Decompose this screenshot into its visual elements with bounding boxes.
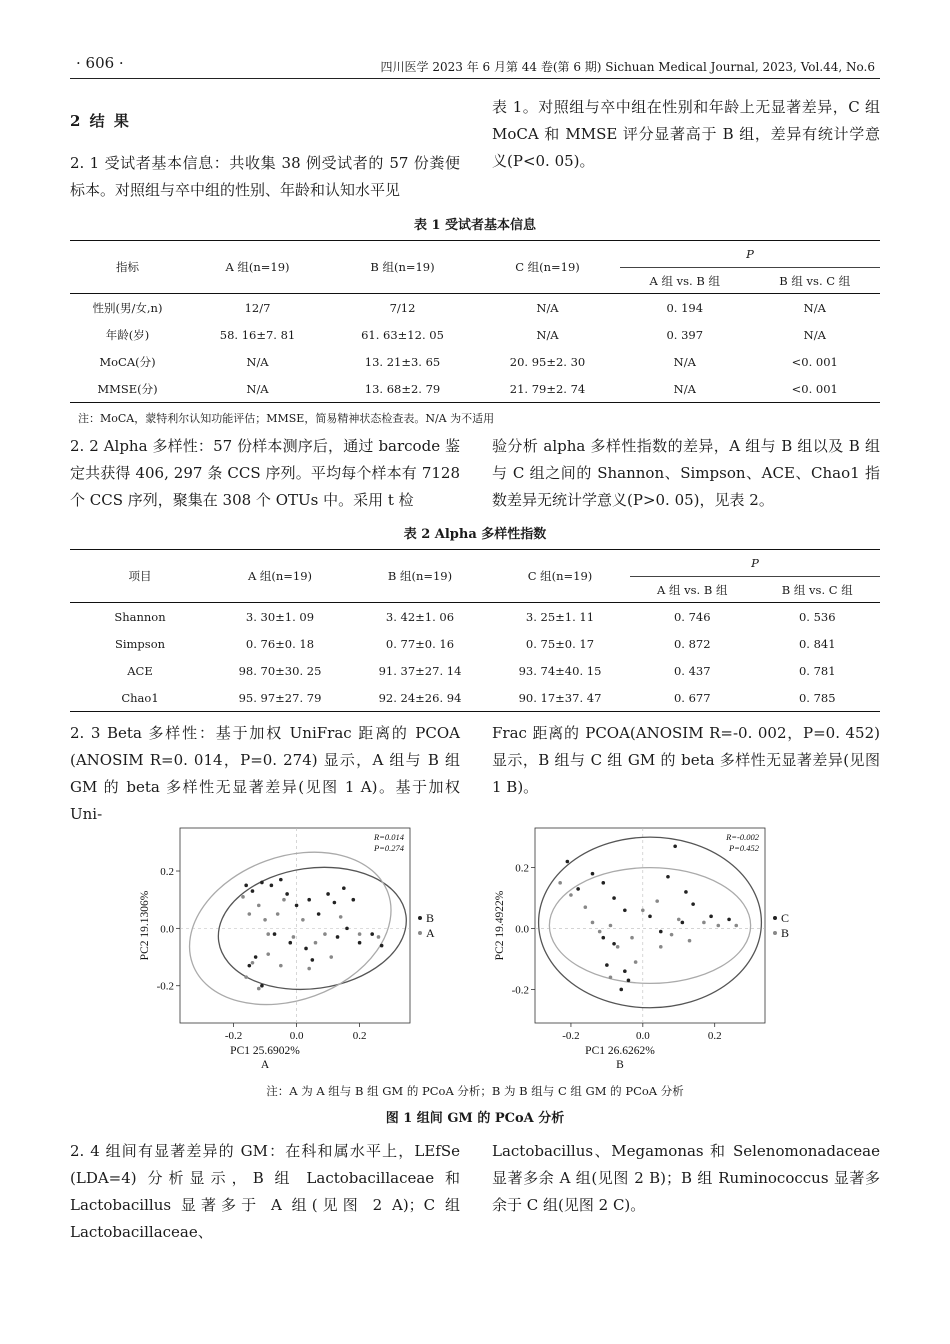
table-cell: 7/12: [389, 300, 416, 315]
data-point-B: [702, 921, 706, 925]
data-point-C: [601, 881, 605, 885]
table2-caption: 表 2 Alpha 多样性指数: [403, 527, 547, 542]
table-cell: Shannon: [114, 609, 166, 624]
data-point-C: [619, 988, 623, 992]
table-row: [70, 657, 880, 684]
data-point-C: [659, 930, 663, 934]
data-point-B: [616, 945, 620, 949]
data-point-B: [351, 898, 355, 902]
data-point-A: [257, 987, 261, 991]
data-point-B: [311, 958, 315, 962]
data-point-B: [260, 881, 264, 885]
table-cell: N/A: [673, 354, 696, 369]
table2-header-item: 项目: [70, 550, 210, 603]
table-row: [70, 321, 880, 348]
data-point-B: [609, 975, 613, 979]
table-row: [70, 603, 880, 631]
paragraph-2-3-continued: Frac 距离的 PCOA(ANOSIM R=-0. 002，P=0. 452) 显示，B 组与 C 组 GM 的 beta 多样性无显著差异(见图 1 B)。: [492, 724, 880, 796]
data-point-A: [266, 932, 270, 936]
header-rule: [70, 78, 880, 79]
plot-frame: [535, 828, 765, 1023]
table-cell: 12/7: [244, 300, 271, 315]
plot-frame: [180, 828, 410, 1023]
x-tick-label: 0.2: [707, 1030, 722, 1042]
data-point-B: [370, 932, 374, 936]
data-point-B: [380, 944, 384, 948]
table-cell: Chao1: [70, 684, 210, 712]
data-point-B: [248, 964, 252, 968]
data-point-B: [273, 932, 277, 936]
table-cell: 91. 37±27. 14: [378, 663, 462, 678]
data-point-C: [727, 918, 731, 922]
x-tick-label: 0.2: [352, 1030, 367, 1042]
table1: [70, 240, 880, 403]
data-point-C: [691, 902, 695, 906]
table2-header-b-vs-c: B 组 vs. C 组: [755, 577, 880, 603]
data-point-A: [329, 955, 333, 959]
y-axis-label: PC2 19.1306%: [139, 890, 151, 961]
y-tick-label: -0.2: [156, 980, 174, 993]
legend-label-B: B: [426, 911, 435, 925]
data-point-C: [601, 936, 605, 940]
legend-marker-B: [773, 931, 777, 935]
table-cell: 0. 677: [630, 684, 755, 712]
data-point-A: [339, 915, 343, 919]
data-point-B: [558, 881, 562, 885]
data-point-C: [623, 969, 627, 973]
data-point-C: [576, 887, 580, 891]
data-point-A: [323, 932, 327, 936]
data-point-A: [251, 961, 255, 965]
anosim-p-annotation: P=0.274: [373, 843, 404, 853]
data-point-B: [641, 908, 645, 912]
data-point-B: [609, 924, 613, 928]
table-cell: ACE: [127, 663, 153, 678]
data-point-B: [254, 955, 258, 959]
data-point-B: [244, 884, 248, 888]
data-point-B: [317, 912, 321, 916]
data-point-A: [282, 898, 286, 902]
data-point-A: [377, 935, 381, 939]
data-point-C: [681, 921, 685, 925]
data-point-C: [623, 908, 627, 912]
y-tick-label: 0.0: [515, 923, 529, 936]
table2-header-b: B 组(n=19): [350, 550, 490, 603]
table-cell: 0. 872: [673, 636, 711, 651]
table-cell: 0. 746: [673, 609, 711, 624]
table-cell: <0. 001: [750, 375, 880, 403]
data-point-A: [241, 895, 245, 899]
data-point-A: [266, 952, 270, 956]
data-point-C: [612, 942, 616, 946]
paragraph-2-4-continued: Lactobacillus、Megamonas 和 Selenomonadaceae 显著多余 A 组(见图 2 B)；B 组 Ruminococcus 显著多余于 C 组(见图 2 C)。: [492, 1142, 880, 1214]
table2-header-a-vs-b: A 组 vs. B 组: [630, 577, 755, 603]
data-point-C: [684, 890, 688, 894]
data-point-A: [307, 967, 311, 971]
table-row: [70, 294, 880, 322]
table-cell: 21. 79±2. 74: [475, 375, 620, 403]
journal-running-head: 四川医学 2023 年 6 月第 44 卷(第 6 期) Sichuan Medical Journal, 2023, Vol.44, No.6: [380, 60, 875, 74]
x-tick-label: 0.0: [289, 1030, 304, 1042]
y-tick-label: -0.2: [511, 984, 529, 997]
table-cell: 20. 95±2. 30: [509, 354, 586, 369]
table-cell: 0. 841: [798, 636, 836, 651]
paragraph-2-4: 2. 4 组间有显著差异的 GM：在科和属水平上，LEfSe (LDA=4) 分析显示，B 组 Lactobacillaceae 和 Lactobacillus 显著多于 A 组(见图 2 A)；C 组 Lactobacillaceae、: [70, 1142, 460, 1241]
table1-caption: 表 1 受试者基本信息: [413, 218, 537, 233]
data-point-A: [248, 912, 252, 916]
table2: [70, 549, 880, 712]
data-point-B: [295, 904, 299, 908]
legend-label-A: A: [426, 926, 435, 940]
paragraph-2-2: 2. 2 Alpha 多样性：57 份样本测序后，通过 barcode 鉴定共获得 406, 297 条 CCS 序列。平均每个样本有 7128 个 CCS 序列，聚集在 308 个 OTUs 中。采用 t 检: [70, 437, 460, 509]
table-cell: 13. 68±2. 79: [330, 375, 475, 403]
data-point-B: [345, 927, 349, 931]
legend-marker-C: [773, 916, 777, 920]
data-point-B: [716, 924, 720, 928]
data-point-B: [270, 884, 274, 888]
data-point-A: [301, 918, 305, 922]
data-point-B: [260, 984, 264, 988]
figure1-note: 注：A 为 A 组与 B 组 GM 的 PCoA 分析；B 为 B 组与 C 组 GM 的 PCoA 分析: [266, 1084, 684, 1098]
legend-label-C: C: [781, 911, 790, 925]
data-point-B: [630, 936, 634, 940]
table1-header-c: C 组(n=19): [475, 241, 620, 294]
panel-label: B: [616, 1059, 624, 1071]
table2-header-p: P: [630, 550, 880, 577]
table-cell: MMSE(分): [70, 375, 185, 403]
table1-header-a-vs-b: A 组 vs. B 组: [620, 268, 750, 294]
table-cell: 98. 70±30. 25: [238, 663, 322, 678]
data-point-B: [659, 945, 663, 949]
table-cell: N/A: [803, 327, 826, 342]
y-axis-label: PC2 19.4922%: [494, 890, 506, 961]
legend-marker-A: [418, 931, 422, 935]
legend-label-B: B: [781, 926, 790, 940]
data-point-B: [670, 933, 674, 937]
table1-header-p: P: [620, 241, 880, 268]
table-cell: 0. 76±0. 18: [245, 636, 315, 651]
data-point-B: [342, 886, 346, 890]
x-axis-label: PC1 26.6262%: [585, 1045, 655, 1057]
data-point-C: [591, 872, 595, 876]
table-cell: N/A: [185, 375, 330, 403]
table-cell: N/A: [246, 354, 269, 369]
data-point-C: [709, 915, 713, 919]
y-tick-label: 0.2: [515, 862, 529, 875]
x-axis-label: PC1 25.6902%: [230, 1045, 300, 1057]
table1-note: 注：MoCA，蒙特利尔认知功能评估；MMSE，简易精神状态检查表。N/A 为不适用: [78, 412, 495, 425]
data-point-C: [566, 860, 570, 864]
x-tick-label: -0.2: [562, 1030, 580, 1042]
data-point-A: [314, 941, 318, 945]
data-point-A: [257, 904, 261, 908]
data-point-B: [677, 918, 681, 922]
paragraph-2-2-continued: 验分析 alpha 多样性指数的差异，A 组与 B 组以及 B 组与 C 组之间的 Shannon、Simpson、ACE、Chao1 指数差异无统计学意义(P>0. 05)，见表 2。: [492, 437, 880, 509]
data-point-A: [358, 932, 362, 936]
table-cell: N/A: [536, 300, 559, 315]
table-cell: 93. 74±40. 15: [518, 663, 602, 678]
data-point-A: [244, 975, 248, 979]
table-cell: 90. 17±37. 47: [490, 684, 630, 712]
data-point-B: [326, 892, 330, 896]
data-point-B: [591, 921, 595, 925]
table-cell: 0. 785: [755, 684, 880, 712]
table1-header-indicator: 指标: [70, 241, 185, 294]
table-row: [70, 684, 880, 712]
table-cell: 58. 16±7. 81: [219, 327, 296, 342]
page-number: · 606 ·: [76, 54, 124, 72]
data-point-B: [358, 941, 362, 945]
table-row: [70, 348, 880, 375]
data-point-B: [584, 905, 588, 909]
pcoa-chart-b: [485, 820, 830, 1080]
data-point-B: [304, 947, 308, 951]
table-cell: Simpson: [114, 636, 166, 651]
data-point-B: [634, 960, 638, 964]
pcoa-chart-a: [130, 820, 475, 1080]
table-cell: 3. 25±1. 11: [525, 609, 595, 624]
data-point-B: [569, 893, 573, 897]
data-point-B: [336, 935, 340, 939]
data-point-B: [279, 878, 283, 882]
table1-header-b: B 组(n=19): [330, 241, 475, 294]
data-point-B: [688, 939, 692, 943]
table-row: [70, 630, 880, 657]
table-cell: 3. 30±1. 09: [245, 609, 315, 624]
paragraph-2-1: 2. 1 受试者基本信息：共收集 38 例受试者的 57 份粪便标本。对照组与卒中组的性别、年龄和认知水平见: [70, 154, 460, 199]
table2-header-a: A 组(n=19): [210, 550, 350, 603]
table-row: [70, 375, 880, 403]
table-cell: 年龄(岁): [105, 327, 150, 342]
data-point-B: [333, 901, 337, 905]
data-point-C: [666, 875, 670, 879]
data-point-C: [612, 896, 616, 900]
x-tick-label: 0.0: [635, 1030, 650, 1042]
data-point-B: [251, 889, 255, 893]
table-cell: 0. 437: [673, 663, 711, 678]
table-cell: 0. 194: [666, 300, 704, 315]
data-point-A: [263, 918, 267, 922]
data-point-B: [288, 941, 292, 945]
data-point-A: [276, 912, 280, 916]
data-point-C: [605, 963, 609, 967]
anosim-p-annotation: P=0.452: [728, 843, 759, 853]
data-point-B: [655, 899, 659, 903]
table-cell: 0. 397: [666, 327, 704, 342]
data-point-C: [673, 844, 677, 848]
table-cell: <0. 001: [791, 354, 838, 369]
table-cell: 0. 77±0. 16: [385, 636, 455, 651]
data-point-C: [627, 979, 631, 983]
section-title: 2 结 果: [70, 112, 131, 130]
anosim-r-annotation: R=-0.002: [726, 832, 759, 842]
data-point-A: [292, 935, 296, 939]
table-cell: N/A: [803, 300, 826, 315]
x-tick-label: -0.2: [224, 1030, 243, 1042]
table-cell: 95. 97±27. 79: [210, 684, 350, 712]
table-cell: 92. 24±26. 94: [350, 684, 490, 712]
table-cell: 性别(男/女,n): [92, 300, 163, 315]
table1-header-a: A 组(n=19): [185, 241, 330, 294]
data-point-B: [285, 892, 289, 896]
data-point-B: [598, 930, 602, 934]
y-tick-label: 0.0: [160, 923, 174, 936]
figure1-caption: 图 1 组间 GM 的 PCoA 分析: [385, 1111, 565, 1126]
table-cell: 13. 21±3. 65: [364, 354, 441, 369]
table-cell: MoCA(分): [99, 354, 156, 369]
table1-header-b-vs-c: B 组 vs. C 组: [750, 268, 880, 294]
data-point-A: [279, 964, 283, 968]
data-point-B: [734, 924, 738, 928]
data-point-B: [307, 898, 311, 902]
legend-marker-B: [418, 916, 422, 920]
table-cell: 0. 536: [798, 609, 836, 624]
panel-label: A: [260, 1059, 270, 1071]
table-cell: N/A: [620, 375, 750, 403]
table-cell: 0. 781: [798, 663, 836, 678]
table-cell: 0. 75±0. 17: [525, 636, 595, 651]
data-point-C: [648, 915, 652, 919]
paragraph-2-1-continued: 表 1。对照组与卒中组在性别和年龄上无显著差异，C 组 MoCA 和 MMSE 评分显著高于 B 组，差异有统计学意义(P<0. 05)。: [492, 98, 880, 170]
table-cell: N/A: [536, 327, 559, 342]
y-tick-label: 0.2: [160, 866, 174, 879]
anosim-r-annotation: R=0.014: [373, 832, 404, 842]
table2-header-c: C 组(n=19): [490, 550, 630, 603]
table-cell: 3. 42±1. 06: [385, 609, 455, 624]
table-cell: 61. 63±12. 05: [361, 327, 444, 342]
paragraph-2-3: 2. 3 Beta 多样性：基于加权 UniFrac 距离的 PCOA (ANOSIM R=0. 014，P=0. 274) 显示，A 组与 B 组 GM 的 beta 多样性无显著差异(见图 1 A)。基于加权 Uni-: [70, 724, 460, 823]
